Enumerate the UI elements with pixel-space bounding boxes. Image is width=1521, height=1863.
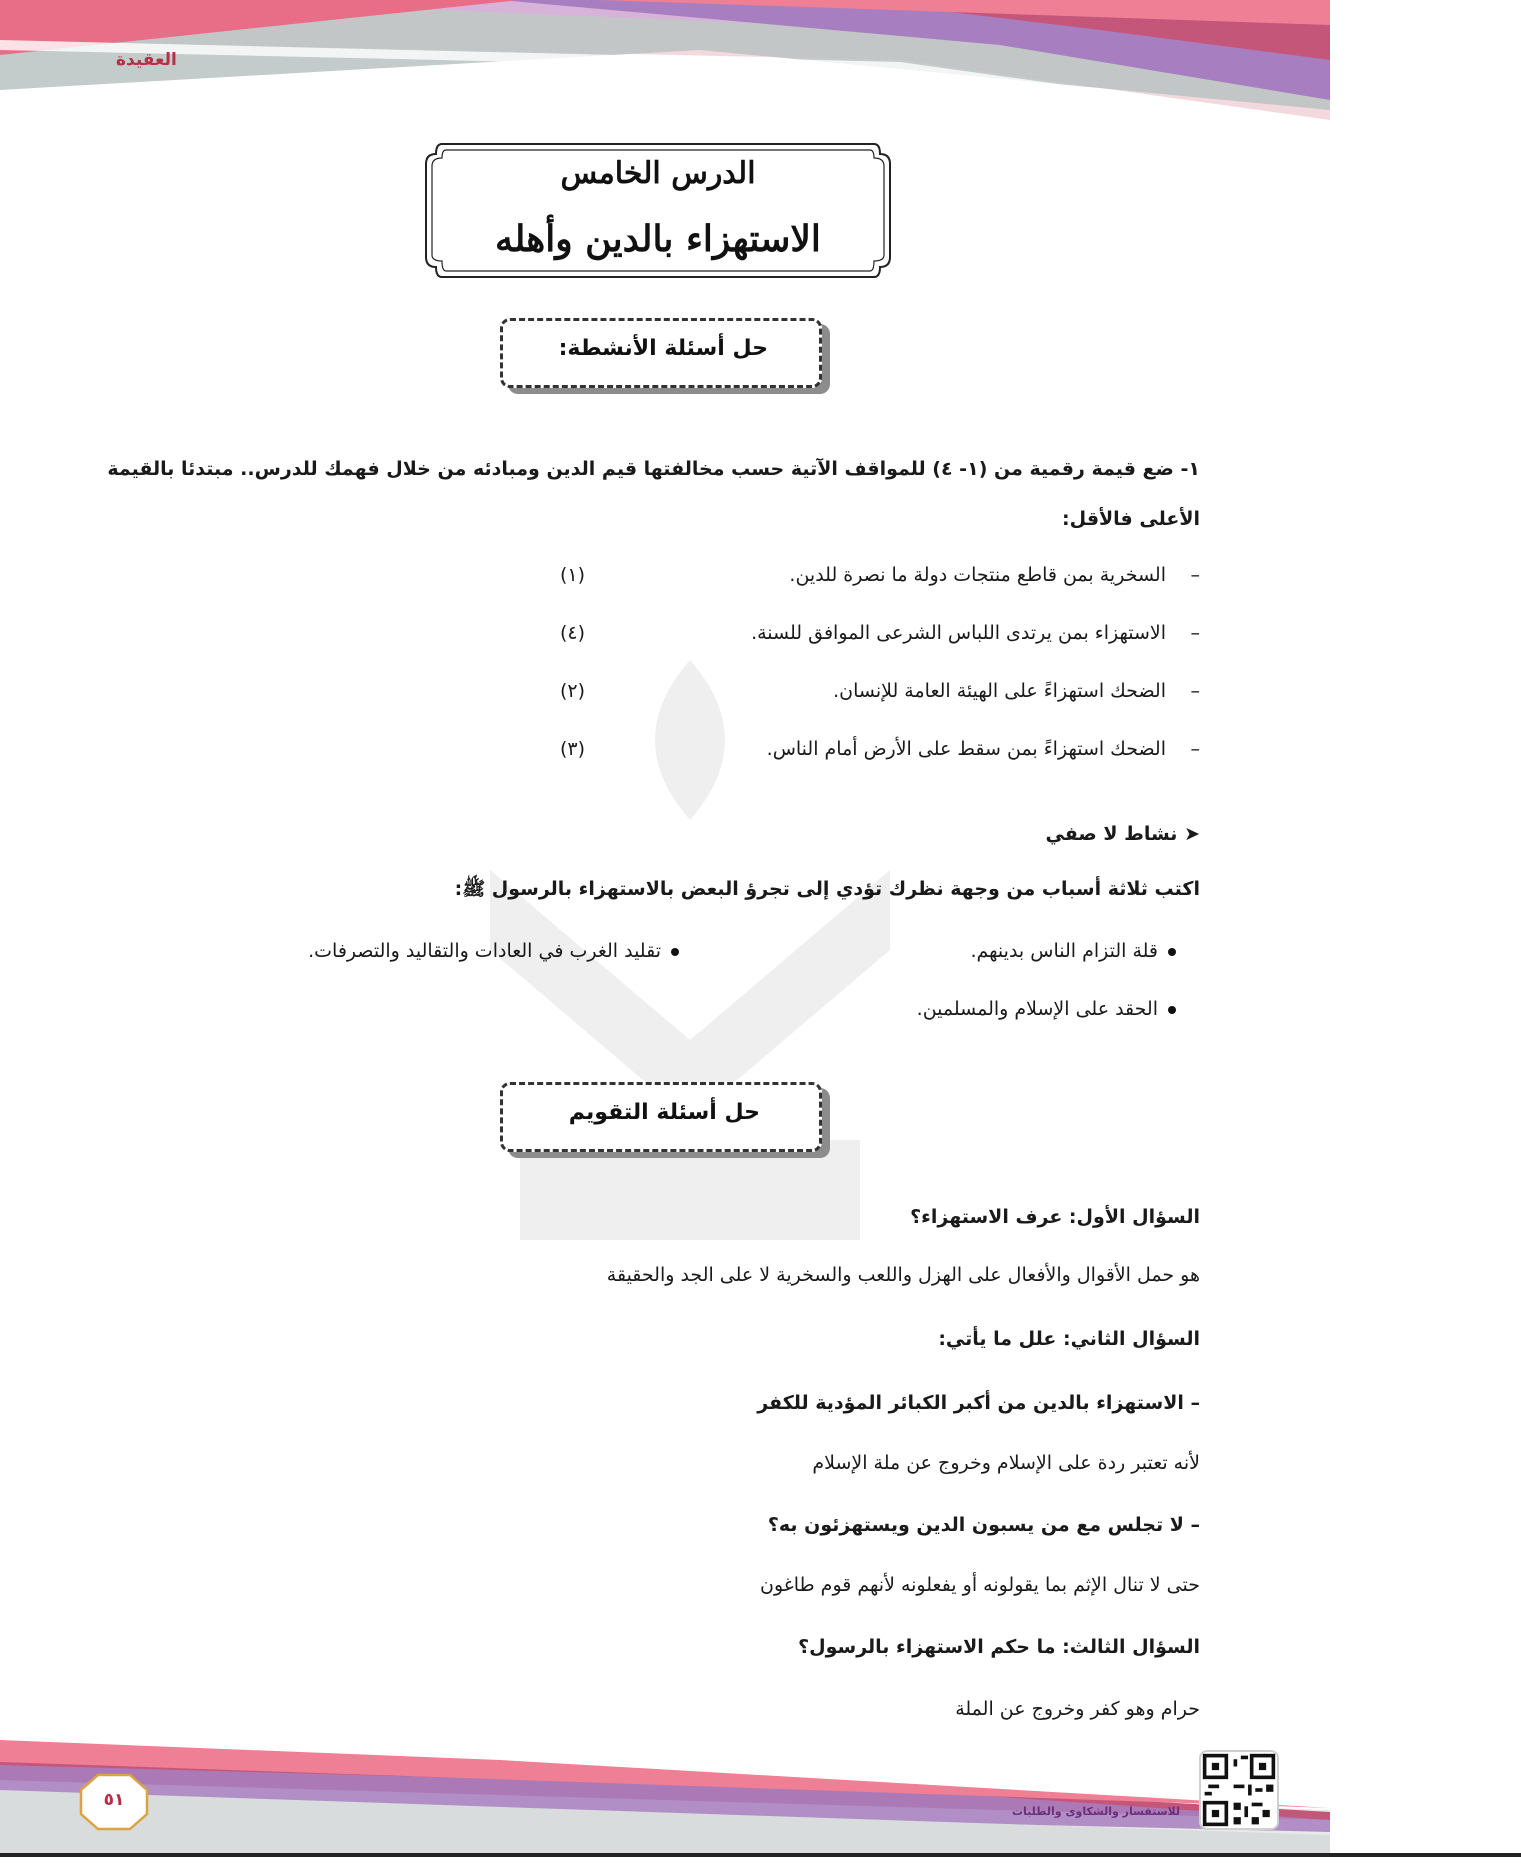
activities-heading-box — [500, 318, 820, 386]
lesson-title-box — [420, 138, 896, 283]
reason-text: قلة التزام الناس بدينهم. — [970, 940, 1158, 962]
evaluation-q2-b: – لا تجلس مع من يسبون الدين ويستهزئون به؟ — [767, 1514, 1200, 1536]
evaluation-a1: هو حمل الأقوال والأفعال على الهزل واللعب والسخرية لا على الجد والحقيقة — [606, 1264, 1200, 1286]
evaluation-q2-a-answer: لأنه تعتبر ردة على الإسلام وخروج عن ملة الإسلام — [812, 1452, 1200, 1474]
reason-text: الحقد على الإسلام والمسلمين. — [916, 998, 1158, 1020]
item-dash: – — [1190, 738, 1200, 760]
page-number-badge — [78, 1772, 150, 1832]
extra-activity-question: اكتب ثلاثة أسباب من وجهة نظرك تؤدي إلى تجرؤ البعض بالاستهزاء بالرسول ﷺ: — [454, 878, 1200, 900]
evaluation-heading-box — [500, 1082, 820, 1150]
item-value: (٣) — [560, 738, 586, 760]
reason-item — [970, 940, 1176, 962]
item-dash: – — [1190, 622, 1200, 644]
lesson-title: الاستهزاء بالدين وأهله — [495, 218, 821, 260]
evaluation-q2-a: – الاستهزاء بالدين من أكبر الكبائر المؤدية للكفر — [757, 1392, 1200, 1414]
footer-banner — [0, 1720, 1521, 1853]
page-number: ٥١ — [103, 1790, 125, 1810]
activity-q1-line1: ١- ضع قيمة رقمية من (١- ٤) للمواقف الآتية حسب مخالفتها قيم الدين ومبادئه من خلال فهمك للدرس.. مبتدئا بالقيمة — [107, 458, 1200, 480]
qr-icon — [1201, 1752, 1277, 1828]
item-text: الاستهزاء بمن يرتدى اللباس الشرعى الموافق للسنة. — [751, 622, 1166, 644]
section-label: العقيدة — [116, 50, 177, 70]
item-value: (١) — [560, 564, 586, 586]
evaluation-heading: حل أسئلة التقويم — [568, 1100, 760, 1125]
reason-text: تقليد الغرب في العادات والتقاليد والتصرفات. — [308, 940, 661, 962]
activities-heading: حل أسئلة الأنشطة: — [558, 336, 768, 361]
item-dash: – — [1190, 680, 1200, 702]
item-text: السخرية بمن قاطع منتجات دولة ما نصرة للدين. — [789, 564, 1166, 586]
evaluation-q2: السؤال الثاني: علل ما يأتي: — [938, 1328, 1200, 1350]
bullet-icon — [1168, 1006, 1176, 1014]
evaluation-q1: السؤال الأول: عرف الاستهزاء؟ — [910, 1206, 1200, 1228]
arrow-icon: ➤ — [1184, 823, 1200, 845]
bottom-rule — [0, 1853, 1521, 1857]
item-text: الضحك استهزاءً بمن سقط على الأرض أمام الناس. — [766, 738, 1166, 760]
item-dash: – — [1190, 564, 1200, 586]
item-text: الضحك استهزاءً على الهيئة العامة للإنسان. — [833, 680, 1166, 702]
activity-q1-line2: الأعلى فالأقل: — [1062, 508, 1200, 530]
qr-code[interactable] — [1201, 1752, 1277, 1828]
bullet-icon — [1168, 948, 1176, 956]
evaluation-a3: حرام وهو كفر وخروج عن الملة — [955, 1698, 1200, 1720]
footer-caption: للاستفسار والشكاوى والطلبات — [1012, 1805, 1181, 1818]
reason-item — [917, 998, 1176, 1020]
item-value: (٢) — [560, 680, 586, 702]
watermark-logo — [460, 620, 920, 1260]
extra-activity-label: نشاط لا صفي — [1045, 823, 1178, 845]
header-banner — [0, 0, 1521, 140]
evaluation-q3: السؤال الثالث: ما حكم الاستهزاء بالرسول؟ — [798, 1636, 1200, 1658]
evaluation-q2-b-answer: حتى لا تنال الإثم بما يقولونه أو يفعلونه لأنهم قوم طاغون — [760, 1574, 1200, 1596]
lesson-number-title: الدرس الخامس — [560, 156, 756, 191]
activity-item — [560, 560, 1200, 596]
item-value: (٤) — [560, 622, 586, 644]
